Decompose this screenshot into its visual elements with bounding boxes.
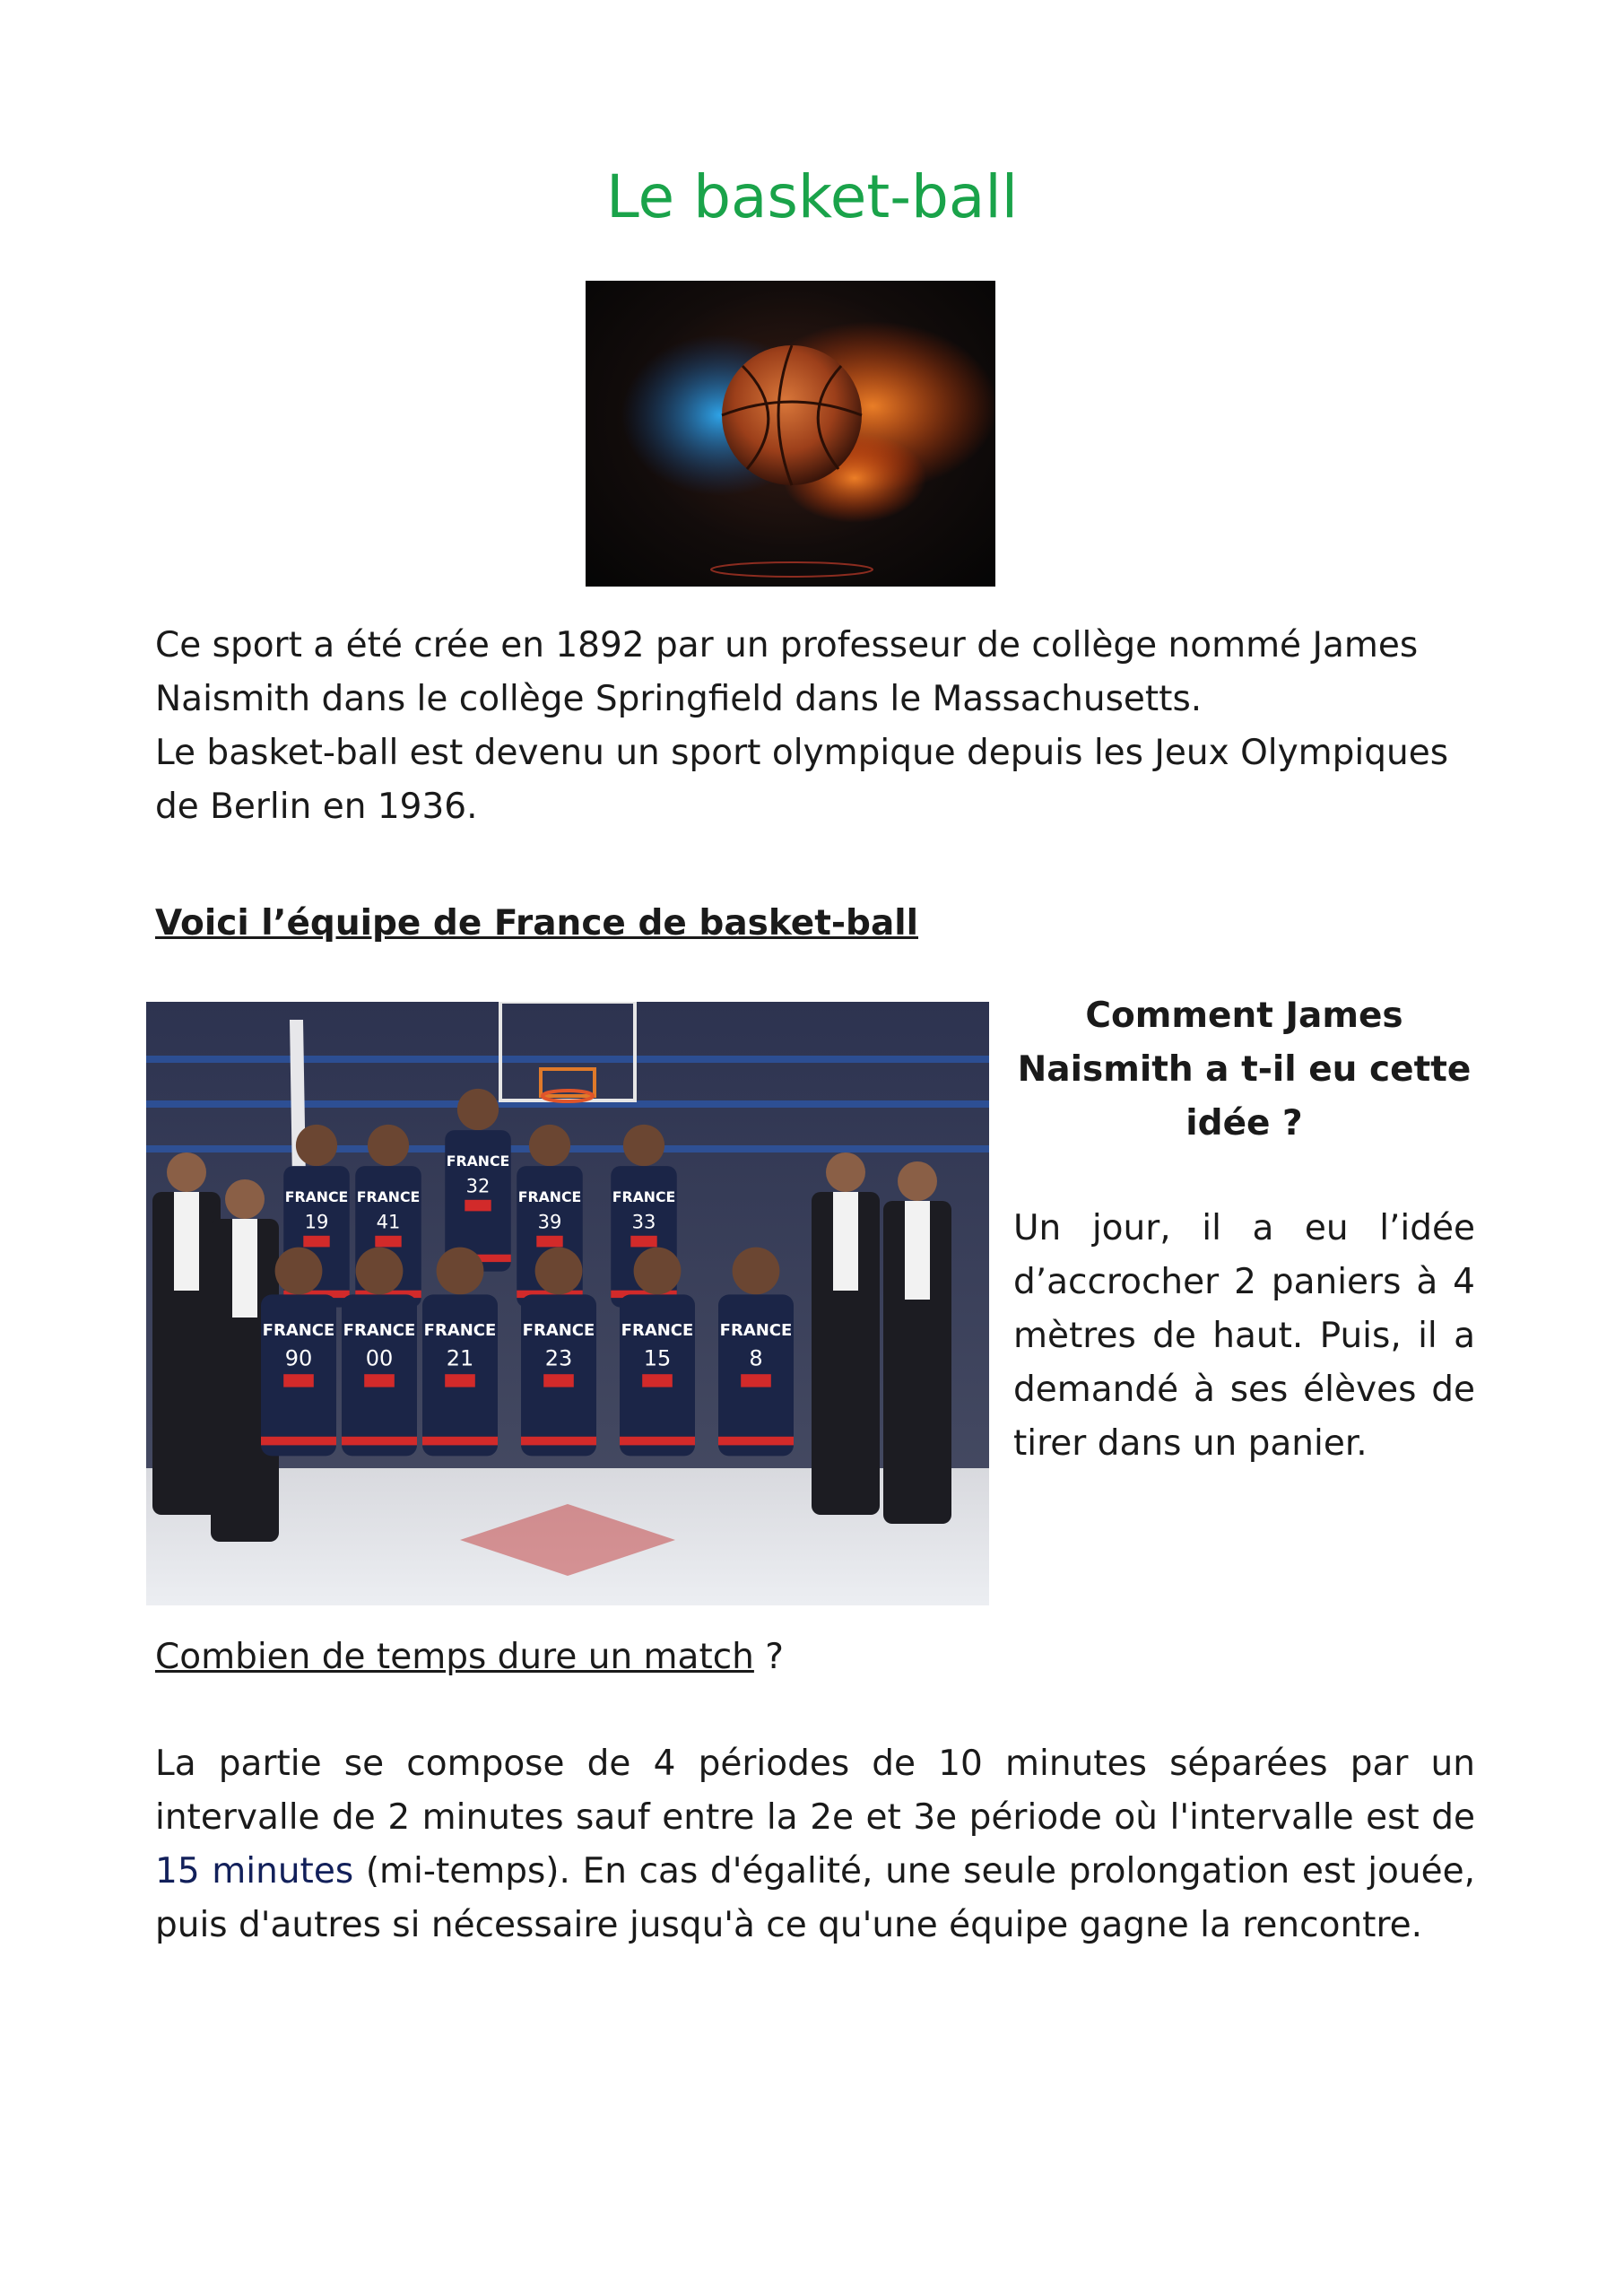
intro-paragraph — [155, 619, 1482, 834]
jersey-number: 19 — [304, 1211, 329, 1233]
jersey-number: 8 — [749, 1345, 763, 1371]
jersey-number: 41 — [376, 1211, 401, 1233]
match-body-part1: La partie se compose de 4 périodes de 10 minutes séparées par un intervalle de 2 minutes sauf entre la 2e et 3e période où l'intervalle est de — [155, 1744, 1475, 1838]
basketball-fire-image — [586, 281, 995, 587]
match-duration-paragraph — [155, 1737, 1475, 1952]
jersey-team-label: FRANCE — [343, 1321, 416, 1340]
match-body-part2: (mi-temps). En cas d'égalité, une seule prolongation est jouée, puis d'autres si nécessaire jusqu'à ce qu'une équipe gagne la rencontre. — [155, 1851, 1476, 1945]
jersey-number: 15 — [643, 1345, 672, 1371]
jersey-team-label: FRANCE — [719, 1321, 793, 1340]
intro-line-1: Ce sport a été crée en 1892 par un professeur de collège nommé James Naismith dans le collège Springfield dans le Massachusetts. — [155, 625, 1419, 719]
team-section-heading: Voici l’équipe de France de basket-ball — [155, 903, 918, 944]
side-answer-text: Un jour, il a eu l’idée d’accrocher 2 paniers à 4 mètres de haut. Puis, il a demandé à ses élèves de tirer dans un panier. — [1013, 1208, 1475, 1464]
jersey-number: 21 — [446, 1345, 474, 1371]
jersey-number: 23 — [544, 1345, 573, 1371]
france-team-photo — [146, 1002, 989, 1605]
jersey-team-label: FRANCE — [262, 1321, 335, 1340]
jersey-team-label: FRANCE — [356, 1188, 421, 1205]
jersey-team-label: FRANCE — [517, 1188, 582, 1205]
match-duration-heading — [155, 1631, 784, 1684]
jersey-team-label: FRANCE — [522, 1321, 595, 1340]
page-title: Le basket-ball — [605, 162, 1019, 231]
staff-member — [883, 1161, 951, 1524]
jersey-number: 39 — [537, 1211, 562, 1233]
jersey-number: 33 — [631, 1211, 656, 1233]
jersey-team-label: FRANCE — [446, 1152, 510, 1170]
jersey-number: 32 — [465, 1175, 491, 1197]
staff-member — [152, 1152, 221, 1515]
match-heading-suffix: ? — [753, 1637, 785, 1677]
jersey-team-label: FRANCE — [621, 1321, 694, 1340]
staff-member — [812, 1152, 880, 1515]
jersey-team-label: FRANCE — [612, 1188, 676, 1205]
intro-line-2: Le basket-ball est devenu un sport olympique depuis les Jeux Olympiques de Berlin en 1936. — [155, 733, 1449, 827]
team-photo-illustration — [146, 1002, 989, 1605]
jersey-number: 00 — [365, 1345, 394, 1371]
match-body-highlight: 15 minutes — [155, 1851, 354, 1892]
match-heading-text: Combien de temps dure un match — [155, 1637, 754, 1677]
side-question-heading: Comment James Naismith a t-il eu cette idée ? — [1017, 996, 1472, 1144]
jersey-team-label: FRANCE — [284, 1188, 349, 1205]
jersey-number: 90 — [284, 1345, 313, 1371]
jersey-team-label: FRANCE — [423, 1321, 497, 1340]
basketball-illustration — [586, 281, 995, 587]
